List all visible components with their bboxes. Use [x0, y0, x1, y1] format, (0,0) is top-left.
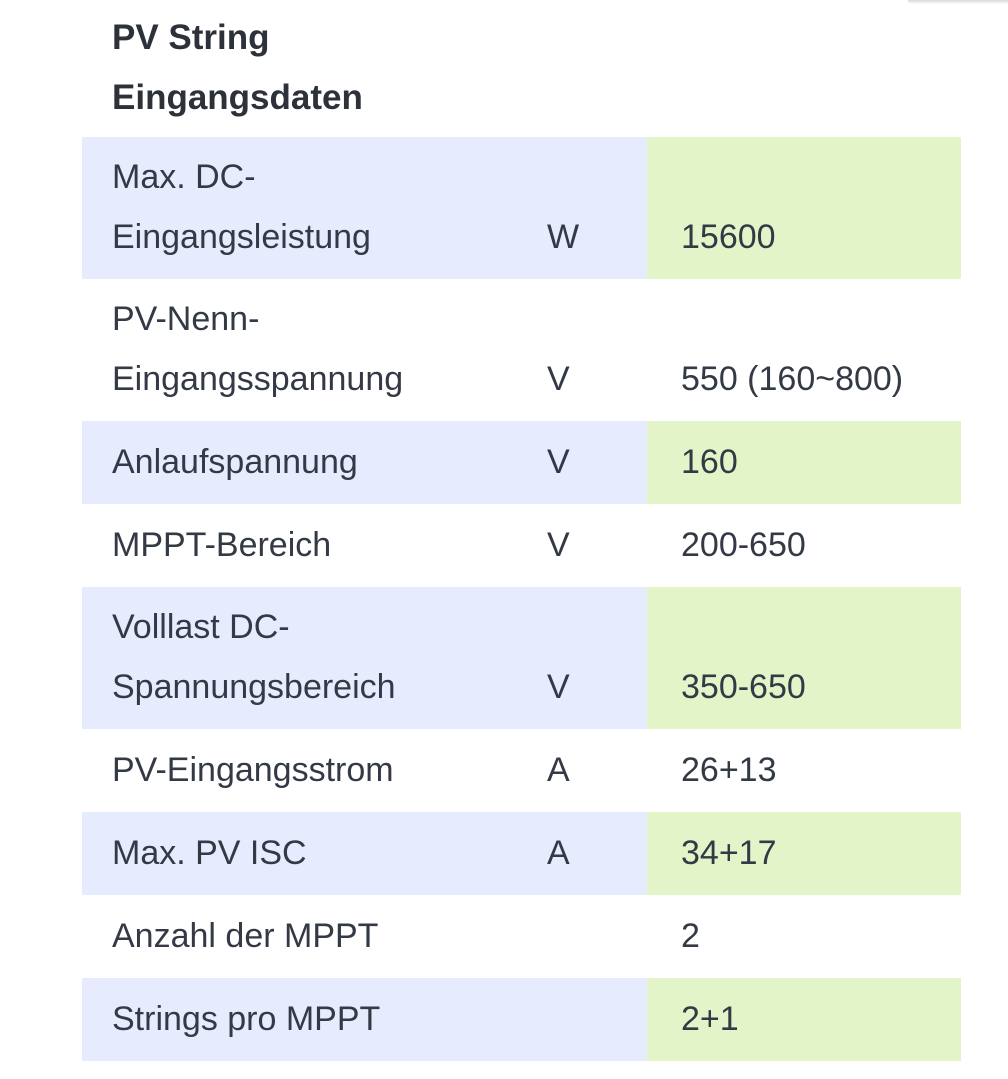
heading-line-1: PV String: [112, 18, 270, 57]
row-unit: A: [547, 812, 647, 895]
table-row-mppt-count: [82, 895, 961, 978]
spec-table: [82, 137, 961, 1061]
row-unit: W: [547, 137, 647, 279]
row-value: 350-650: [647, 587, 961, 729]
table-row-max-dc-power: [82, 137, 961, 279]
row-label-line-2: Eingangsleistung: [112, 218, 371, 256]
table-row-pv-nominal-voltage: [82, 279, 961, 421]
row-label: Max. PV ISC: [82, 812, 547, 895]
row-value: 34+17: [647, 812, 961, 895]
table-row-max-pv-isc: [82, 812, 961, 895]
row-label: Anzahl der MPPT: [112, 917, 379, 955]
table-row-mppt-range: [82, 504, 961, 587]
table-row-startup-voltage: [82, 421, 961, 504]
table-row-strings-per-mppt: [82, 978, 961, 1061]
row-unit: V: [547, 587, 647, 729]
row-value: 15600: [647, 137, 961, 279]
heading-line-2: Eingangsdaten: [112, 78, 363, 117]
row-value: 2: [681, 917, 700, 955]
row-label: PV-Eingangsstrom: [112, 751, 394, 789]
row-label: Anlaufspannung: [82, 421, 547, 504]
row-value: 200-650: [681, 526, 806, 564]
row-label: [82, 587, 547, 729]
table-row-pv-input-current: [82, 729, 961, 812]
table-row-full-load-dc-range: [82, 587, 961, 729]
row-label: [82, 279, 547, 421]
row-unit: V: [547, 421, 647, 504]
row-label-line-1: PV-Nenn-: [112, 300, 260, 338]
row-value: 160: [647, 421, 961, 504]
row-label: MPPT-Bereich: [112, 526, 332, 564]
row-value: 2+1: [647, 978, 961, 1061]
section-heading: [112, 8, 612, 128]
row-label: Strings pro MPPT: [82, 978, 547, 1061]
row-label-line-1: Volllast DC-: [112, 608, 290, 646]
row-label-line-1: Max. DC-: [112, 158, 256, 196]
row-unit: V: [547, 360, 570, 398]
row-value: 550 (160~800): [681, 360, 904, 398]
row-value: 26+13: [681, 751, 777, 789]
row-unit: [547, 978, 647, 1061]
row-unit: A: [547, 751, 570, 789]
top-right-shadow: [908, 0, 1008, 4]
row-unit: V: [547, 526, 570, 564]
row-label-line-2: Spannungsbereich: [112, 668, 396, 706]
row-label-line-2: Eingangsspannung: [112, 360, 404, 398]
row-label: [82, 137, 547, 279]
row-unit: [547, 895, 647, 978]
